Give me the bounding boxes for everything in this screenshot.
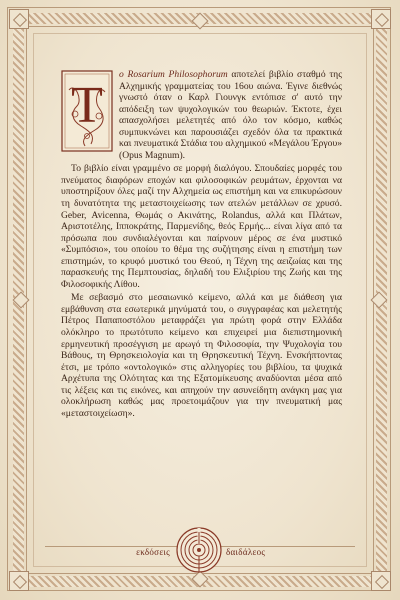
drop-letter: Τ <box>71 77 103 134</box>
paragraph-1-text: αποτελεί βιβλίο σταθμό της Αλχημικής γραμματείας του 16ου αιώνα. Έγινε διεθνώς γνωστό όταν ο Καρλ Γιουνγκ εντόπισε σ' αυτό την απόδειξη των ψυχολογικών του θεωριών. Έκτοτε, έχει απασχολήσει μελετητές από όλο τον κόσμο, καθώς συμπυκνώνει και παρουσιάζει σχεδόν όλα τα πρακτικά και πνευματικά Στάδια του αλχημικού «Μεγάλου Έργου» (Opus Magnum). <box>119 69 342 161</box>
book-title-lead: ο Rosarium Philosophorum <box>119 69 228 80</box>
publisher-label: εκδόσεις <box>136 547 170 557</box>
corner-ornament-bottom-left <box>9 571 29 591</box>
paragraph-1 <box>61 69 342 161</box>
corner-ornament-top-right <box>371 9 391 29</box>
publisher-name: δαιδάλεος <box>226 547 266 557</box>
blurb-text <box>61 69 342 421</box>
corner-ornament-top-left <box>9 9 29 29</box>
labyrinth-logo-icon <box>176 527 222 573</box>
paragraph-2: Το βιβλίο είναι γραμμένο σε μορφή διαλόγου. Σπουδαίες μορφές του πνεύματος διαφόρων εποχών και φιλοσοφικών ρευμάτων, έρχονται να υποστηρίξουν όλες μαζί την Αλχημεία ως επιστήμη και να επικυρώσουν τη δυνατότητα της μεταστοιχείωσης των ατελών μετάλλων σε χρυσό. Geber, Avicenna, Θωμάς ο Ακινάτης, Rolandus, αλλά και Πλάτων, Αριστοτέλης, Ιπποκράτης, Παρμενίδης, θεός Ερμής... είναι λίγα από τα πρόσωπα που συνδιαλέγονται και παίρνουν μέρος σε ένα μυστικό «Συμπόσιο», του οποίου το θέμα της συζήτησης είναι η επιστήμη των επιστημών, το κρυφό μυστικό του Θεού, η Τέχνη της αειζωίας και της παρασκευής της Πεμπτουσίας, δηλαδή του Ελιξιρίου της Ζωής και της Φιλοσοφικής Λίθου. <box>61 163 342 290</box>
paragraph-3: Με σεβασμό στο μεσαιωνικό κείμενο, αλλά και με διάθεση για εμβάθυνση στα εσωτερικά μηνύματά του, ο συγγραφέας και μελετητής Πέτρος Παπαποστόλου μεταφράζει για πρώτη φορά στην Ελλάδα ολόκληρο το πρωτότυπο κείμενο και επιχειρεί μια διεπιστημονική ερμηνευτική προσέγγιση με αρωγό τη Φιλοσοφία, την Ψυχολογία του Βάθους, τη Θρησκειολογία και τη Θρησκευτική Τέχνη. Ενσκήπτοντας έτσι, με τρόπο «οντολογικό» στις αλληγορίες του βιβλίου, τα ψυχικά Αρχέτυπα της Ολότητας και της Εξατομίκευσης αναδύονται μέσα από τις λέξεις και τις εικόνες, και απηχούν την ασυνείδητη ανάγκη μας για ολοκλήρωση καθώς μας προετοιμάζουν για την πνευματική μας «μεταστοιχείωση». <box>61 292 342 419</box>
corner-ornament-bottom-right <box>371 571 391 591</box>
illuminated-initial <box>61 70 113 152</box>
